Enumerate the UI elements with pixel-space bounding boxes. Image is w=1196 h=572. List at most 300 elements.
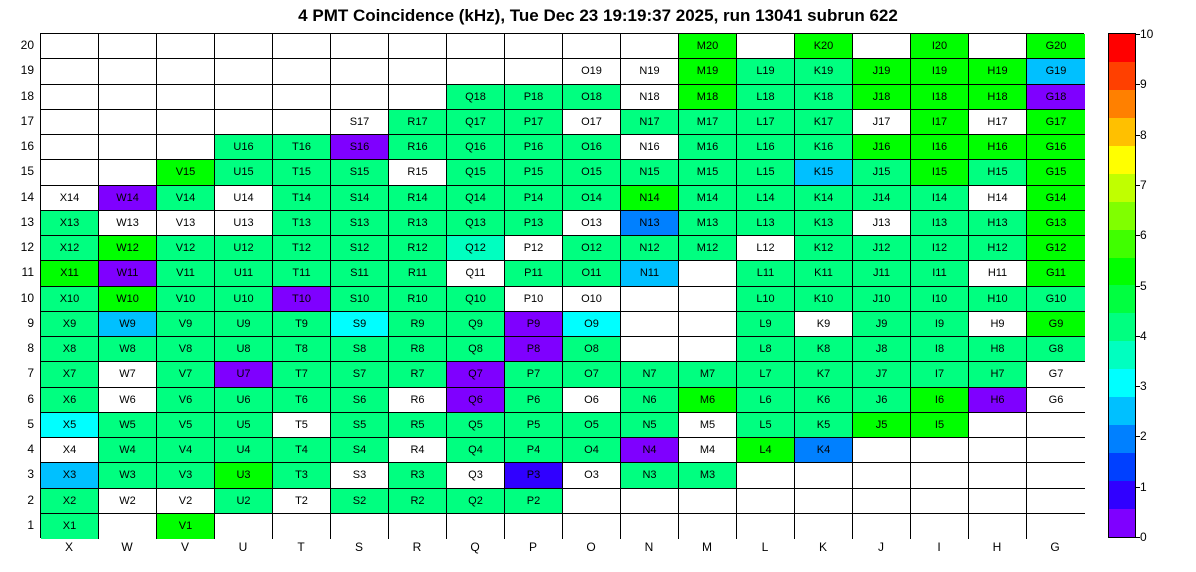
heatmap-cell [273, 110, 331, 135]
heatmap-cell: H7 [969, 362, 1027, 387]
heatmap-cell: M7 [679, 362, 737, 387]
heatmap-cell [853, 463, 911, 488]
colorbar-tick-label: 10 [1140, 27, 1154, 41]
heatmap-cell: G16 [1027, 135, 1085, 160]
heatmap-cell: H9 [969, 312, 1027, 337]
heatmap-cell: L10 [737, 287, 795, 312]
heatmap-cell: X7 [41, 362, 99, 387]
colorbar-tick-mark [1136, 487, 1140, 488]
heatmap-cell: P8 [505, 337, 563, 362]
heatmap-cell: O4 [563, 438, 621, 463]
heatmap-cell: P5 [505, 413, 563, 438]
colorbar-tick-mark [1136, 436, 1140, 437]
heatmap-cell [215, 85, 273, 110]
x-axis-tick-label: N [644, 540, 654, 554]
heatmap-cell: O15 [563, 160, 621, 185]
heatmap-cell: I19 [911, 59, 969, 84]
heatmap-cell [679, 261, 737, 286]
y-axis-tick-label: 9 [27, 315, 34, 330]
heatmap-cell: R17 [389, 110, 447, 135]
heatmap-cell: I5 [911, 413, 969, 438]
heatmap-cell: V1 [157, 514, 215, 539]
heatmap-cell: N18 [621, 85, 679, 110]
heatmap-cell: N12 [621, 236, 679, 261]
heatmap-cell [389, 85, 447, 110]
heatmap-cell [331, 34, 389, 59]
heatmap-cell: N5 [621, 413, 679, 438]
heatmap-cell: J15 [853, 160, 911, 185]
heatmap-cell: O12 [563, 236, 621, 261]
heatmap-cell [157, 135, 215, 160]
y-axis-tick-label: 13 [20, 214, 34, 229]
heatmap-cell: G14 [1027, 186, 1085, 211]
heatmap-cell: W4 [99, 438, 157, 463]
colorbar-tick-label: 6 [1140, 228, 1147, 243]
heatmap-cell: W10 [99, 287, 157, 312]
heatmap-cell [969, 514, 1027, 539]
heatmap-cell: G7 [1027, 362, 1085, 387]
heatmap-cell [969, 413, 1027, 438]
heatmap-cell [157, 34, 215, 59]
heatmap-cell: Q7 [447, 362, 505, 387]
colorbar-tick-mark [1136, 537, 1140, 538]
heatmap-cell: I16 [911, 135, 969, 160]
x-axis-tick-label: H [992, 540, 1002, 554]
heatmap-cell: H11 [969, 261, 1027, 286]
heatmap-cell: P14 [505, 186, 563, 211]
heatmap-cell [563, 34, 621, 59]
heatmap-cell: Q18 [447, 85, 505, 110]
heatmap-cell: R12 [389, 236, 447, 261]
heatmap-cell: W5 [99, 413, 157, 438]
heatmap-cell [99, 110, 157, 135]
heatmap-cell: P13 [505, 211, 563, 236]
heatmap-cell: S10 [331, 287, 389, 312]
heatmap-cell: R10 [389, 287, 447, 312]
heatmap-cell: X3 [41, 463, 99, 488]
heatmap-cell [621, 489, 679, 514]
heatmap-cell: S11 [331, 261, 389, 286]
heatmap-cell: O11 [563, 261, 621, 286]
heatmap-cell: U2 [215, 489, 273, 514]
heatmap-cell: N6 [621, 388, 679, 413]
heatmap-cell [273, 85, 331, 110]
heatmap-cell: O10 [563, 287, 621, 312]
heatmap-cell: J8 [853, 337, 911, 362]
heatmap-cell [215, 110, 273, 135]
heatmap-cell: X4 [41, 438, 99, 463]
y-axis-tick-label: 11 [21, 265, 34, 280]
heatmap-cell: I15 [911, 160, 969, 185]
heatmap-cell: P16 [505, 135, 563, 160]
heatmap-cell: R6 [389, 388, 447, 413]
heatmap-cell: S2 [331, 489, 389, 514]
heatmap-cell [447, 514, 505, 539]
heatmap-cell: T13 [273, 211, 331, 236]
heatmap-cell: K15 [795, 160, 853, 185]
heatmap-cell: K14 [795, 186, 853, 211]
heatmap-cell [911, 438, 969, 463]
colorbar-segment [1109, 453, 1135, 481]
x-axis-tick-label: T [297, 540, 305, 554]
colorbar-tick-label: 4 [1140, 328, 1147, 343]
heatmap-cell [969, 34, 1027, 59]
heatmap-cell: N19 [621, 59, 679, 84]
heatmap-cell: V8 [157, 337, 215, 362]
heatmap-cell: V10 [157, 287, 215, 312]
heatmap-cell: M17 [679, 110, 737, 135]
heatmap-cell: L8 [737, 337, 795, 362]
x-axis-tick-label: J [878, 540, 884, 554]
heatmap-cell: S8 [331, 337, 389, 362]
heatmap-cell: I6 [911, 388, 969, 413]
heatmap-cell: R16 [389, 135, 447, 160]
heatmap-cell: U6 [215, 388, 273, 413]
heatmap-cell: L13 [737, 211, 795, 236]
heatmap-cell [273, 514, 331, 539]
heatmap-cell: T5 [273, 413, 331, 438]
heatmap-cell [331, 59, 389, 84]
heatmap-cell [853, 514, 911, 539]
heatmap-cell: P4 [505, 438, 563, 463]
colorbar-tick-label: 0 [1140, 530, 1147, 544]
heatmap-cell: I9 [911, 312, 969, 337]
heatmap-cell [215, 34, 273, 59]
heatmap-cell [1027, 438, 1085, 463]
heatmap-cell [273, 59, 331, 84]
heatmap-cell: T3 [273, 463, 331, 488]
heatmap-cell: O14 [563, 186, 621, 211]
heatmap-cell: K5 [795, 413, 853, 438]
heatmap-cell: K12 [795, 236, 853, 261]
heatmap-cell: K20 [795, 34, 853, 59]
heatmap-cell: T2 [273, 489, 331, 514]
heatmap-cell: T14 [273, 186, 331, 211]
heatmap-cell: O7 [563, 362, 621, 387]
heatmap-cell: U5 [215, 413, 273, 438]
heatmap-cell [157, 85, 215, 110]
heatmap-cell: G6 [1027, 388, 1085, 413]
heatmap-cell: G17 [1027, 110, 1085, 135]
heatmap-cell [99, 59, 157, 84]
heatmap-cell: I11 [911, 261, 969, 286]
heatmap-cell [621, 312, 679, 337]
heatmap-cell: R7 [389, 362, 447, 387]
heatmap-cell: U15 [215, 160, 273, 185]
heatmap-cell [795, 463, 853, 488]
heatmap-cell: U10 [215, 287, 273, 312]
heatmap-cell: J19 [853, 59, 911, 84]
heatmap-cell: O6 [563, 388, 621, 413]
heatmap-cell [389, 514, 447, 539]
heatmap-cell: J7 [853, 362, 911, 387]
heatmap-cell: J12 [853, 236, 911, 261]
heatmap-cell: X11 [41, 261, 99, 286]
heatmap-cell: P12 [505, 236, 563, 261]
x-axis-tick-label: M [702, 540, 712, 554]
heatmap-cell: M15 [679, 160, 737, 185]
heatmap-cell: T9 [273, 312, 331, 337]
heatmap-cell: O18 [563, 85, 621, 110]
heatmap-cell [853, 34, 911, 59]
heatmap-cell: W9 [99, 312, 157, 337]
heatmap-cell: S15 [331, 160, 389, 185]
heatmap-cell: Q17 [447, 110, 505, 135]
heatmap-cell [41, 160, 99, 185]
heatmap-cell: J11 [853, 261, 911, 286]
heatmap-cell: I7 [911, 362, 969, 387]
heatmap-cell: X6 [41, 388, 99, 413]
colorbar [1108, 33, 1136, 538]
heatmap-cell: O17 [563, 110, 621, 135]
heatmap-cell [969, 463, 1027, 488]
y-axis-tick-label: 18 [20, 88, 34, 103]
heatmap-cell: K17 [795, 110, 853, 135]
colorbar-tick-mark [1136, 185, 1140, 186]
heatmap-cell: Q14 [447, 186, 505, 211]
heatmap-cell: R11 [389, 261, 447, 286]
heatmap-cell: S12 [331, 236, 389, 261]
heatmap-cell: L12 [737, 236, 795, 261]
heatmap-cell: G10 [1027, 287, 1085, 312]
heatmap-cell [389, 59, 447, 84]
heatmap-cell: G11 [1027, 261, 1085, 286]
heatmap-cell: W6 [99, 388, 157, 413]
heatmap-cell: R4 [389, 438, 447, 463]
heatmap-cell: M3 [679, 463, 737, 488]
heatmap-cell [1027, 489, 1085, 514]
heatmap-cell: X1 [41, 514, 99, 539]
heatmap-cell: X13 [41, 211, 99, 236]
y-axis-tick-label: 5 [27, 416, 34, 431]
heatmap-cell: V13 [157, 211, 215, 236]
heatmap-cell: W13 [99, 211, 157, 236]
heatmap-cell: R2 [389, 489, 447, 514]
heatmap-cell: K16 [795, 135, 853, 160]
heatmap-cell: L17 [737, 110, 795, 135]
heatmap-cell: I10 [911, 287, 969, 312]
heatmap-cell: O8 [563, 337, 621, 362]
heatmap-cell: P9 [505, 312, 563, 337]
heatmap-cell: M18 [679, 85, 737, 110]
heatmap-cell [215, 514, 273, 539]
heatmap-cell: L4 [737, 438, 795, 463]
heatmap-cell: O13 [563, 211, 621, 236]
heatmap-cell: J16 [853, 135, 911, 160]
heatmap-cell [737, 34, 795, 59]
heatmap-cell: O19 [563, 59, 621, 84]
heatmap-cell: N15 [621, 160, 679, 185]
heatmap-cell: U13 [215, 211, 273, 236]
heatmap-cell [911, 463, 969, 488]
heatmap-cell: U7 [215, 362, 273, 387]
heatmap-cell: L9 [737, 312, 795, 337]
heatmap-cell: P7 [505, 362, 563, 387]
heatmap-cell: Q13 [447, 211, 505, 236]
heatmap-cell [41, 110, 99, 135]
x-axis-tick-label: W [121, 540, 133, 554]
heatmap-cell: P3 [505, 463, 563, 488]
heatmap-cell [1027, 463, 1085, 488]
heatmap-cell: K6 [795, 388, 853, 413]
heatmap-cell: X12 [41, 236, 99, 261]
heatmap-cell [41, 59, 99, 84]
heatmap-cell: M12 [679, 236, 737, 261]
colorbar-tick-mark [1136, 135, 1140, 136]
heatmap-cell: M13 [679, 211, 737, 236]
x-axis-tick-label: I [937, 540, 941, 554]
heatmap-cell: S6 [331, 388, 389, 413]
heatmap-cell [331, 85, 389, 110]
heatmap-cell [795, 514, 853, 539]
colorbar-segment [1109, 34, 1135, 62]
heatmap-cell [737, 514, 795, 539]
heatmap-cell [621, 34, 679, 59]
y-axis-tick-label: 6 [27, 391, 34, 406]
y-axis-tick-label: 3 [27, 467, 34, 482]
heatmap-cell: V7 [157, 362, 215, 387]
heatmap-cell: W14 [99, 186, 157, 211]
colorbar-segment [1109, 313, 1135, 341]
heatmap-cell: N17 [621, 110, 679, 135]
heatmap-cell [1027, 514, 1085, 539]
colorbar-segment [1109, 509, 1135, 537]
x-axis-tick-label: P [528, 540, 537, 554]
y-axis-tick-label: 16 [20, 139, 34, 153]
heatmap-cell: J9 [853, 312, 911, 337]
heatmap-cell: H17 [969, 110, 1027, 135]
heatmap-cell: T16 [273, 135, 331, 160]
heatmap-cell: R14 [389, 186, 447, 211]
heatmap-cell: W2 [99, 489, 157, 514]
heatmap-cell [679, 312, 737, 337]
heatmap-cell: S14 [331, 186, 389, 211]
colorbar-segment [1109, 397, 1135, 425]
heatmap-cell [679, 514, 737, 539]
y-axis-tick-label: 15 [20, 164, 34, 179]
colorbar-segment [1109, 341, 1135, 369]
heatmap-cell [1027, 413, 1085, 438]
x-axis-tick-label: V [180, 540, 189, 554]
heatmap-cell: P10 [505, 287, 563, 312]
heatmap-cell: H13 [969, 211, 1027, 236]
heatmap-cell: T15 [273, 160, 331, 185]
heatmap-cell [911, 514, 969, 539]
colorbar-tick-label: 3 [1140, 379, 1147, 394]
x-axis-tick-label: R [412, 540, 422, 554]
heatmap-cell: G19 [1027, 59, 1085, 84]
heatmap-cell [99, 514, 157, 539]
heatmap-cell: I8 [911, 337, 969, 362]
chart-title: 4 PMT Coincidence (kHz), Tue Dec 23 19:19:37 2025, run 13041 subrun 622 [298, 6, 898, 25]
heatmap-cell: R8 [389, 337, 447, 362]
y-axis-tick-label: 8 [27, 341, 34, 355]
colorbar-tick-label: 1 [1140, 479, 1147, 494]
heatmap-cell: G18 [1027, 85, 1085, 110]
colorbar-tick-label: 9 [1140, 77, 1147, 92]
heatmap-cell: J14 [853, 186, 911, 211]
colorbar-segment [1109, 118, 1135, 146]
heatmap-cell [679, 489, 737, 514]
heatmap-cell: L19 [737, 59, 795, 84]
heatmap-cell: M16 [679, 135, 737, 160]
colorbar-segment [1109, 146, 1135, 174]
heatmap-cell: L14 [737, 186, 795, 211]
colorbar-segment [1109, 425, 1135, 453]
heatmap-cell: Q9 [447, 312, 505, 337]
heatmap-cell: Q15 [447, 160, 505, 185]
heatmap-cell: M4 [679, 438, 737, 463]
heatmap-cell: H19 [969, 59, 1027, 84]
heatmap-cell: V14 [157, 186, 215, 211]
heatmap-cell: H6 [969, 388, 1027, 413]
heatmap-cell: P2 [505, 489, 563, 514]
heatmap-cell [41, 135, 99, 160]
heatmap-cell: T8 [273, 337, 331, 362]
heatmap-cell: J5 [853, 413, 911, 438]
heatmap-cell [505, 34, 563, 59]
heatmap-cell: J10 [853, 287, 911, 312]
heatmap-cell: J13 [853, 211, 911, 236]
y-axis-tick-label: 2 [27, 492, 34, 507]
x-axis-tick-label: L [761, 540, 769, 554]
heatmap-cell: O5 [563, 413, 621, 438]
heatmap-cell: T12 [273, 236, 331, 261]
heatmap-cell [273, 34, 331, 59]
heatmap-cell: U8 [215, 337, 273, 362]
colorbar-tick-mark [1136, 386, 1140, 387]
y-axis-tick-label: 19 [20, 63, 34, 78]
heatmap-cell: G20 [1027, 34, 1085, 59]
heatmap-cell [679, 337, 737, 362]
colorbar-segment [1109, 230, 1135, 258]
heatmap-cell [737, 489, 795, 514]
heatmap-cell: H14 [969, 186, 1027, 211]
y-axis-tick-label: 10 [20, 290, 34, 305]
heatmap-cell: K8 [795, 337, 853, 362]
heatmap-cell: Q10 [447, 287, 505, 312]
heatmap-cell: K7 [795, 362, 853, 387]
heatmap-cell: V12 [157, 236, 215, 261]
heatmap-cell [737, 463, 795, 488]
heatmap-cell [621, 514, 679, 539]
heatmap-cell: I17 [911, 110, 969, 135]
colorbar-tick-mark [1136, 235, 1140, 236]
heatmap-cell [563, 489, 621, 514]
heatmap-cell: R15 [389, 160, 447, 185]
heatmap-cell: S16 [331, 135, 389, 160]
y-axis-tick-label: 4 [27, 442, 34, 456]
heatmap-cell: N16 [621, 135, 679, 160]
heatmap-cell: M5 [679, 413, 737, 438]
heatmap-cell: R3 [389, 463, 447, 488]
heatmap-cell [41, 85, 99, 110]
heatmap-cell [215, 59, 273, 84]
heatmap-cell: H12 [969, 236, 1027, 261]
colorbar-tick-mark [1136, 34, 1140, 35]
heatmap-cell [621, 287, 679, 312]
heatmap-cell: S13 [331, 211, 389, 236]
heatmap-cell: Q3 [447, 463, 505, 488]
heatmap-cell: K11 [795, 261, 853, 286]
x-axis-tick-label: U [238, 540, 248, 554]
x-axis-tick-label: O [586, 540, 596, 554]
heatmap-cell: S5 [331, 413, 389, 438]
heatmap-cell: W11 [99, 261, 157, 286]
heatmap-cell [331, 514, 389, 539]
heatmap-cell: X2 [41, 489, 99, 514]
heatmap-cell: O3 [563, 463, 621, 488]
